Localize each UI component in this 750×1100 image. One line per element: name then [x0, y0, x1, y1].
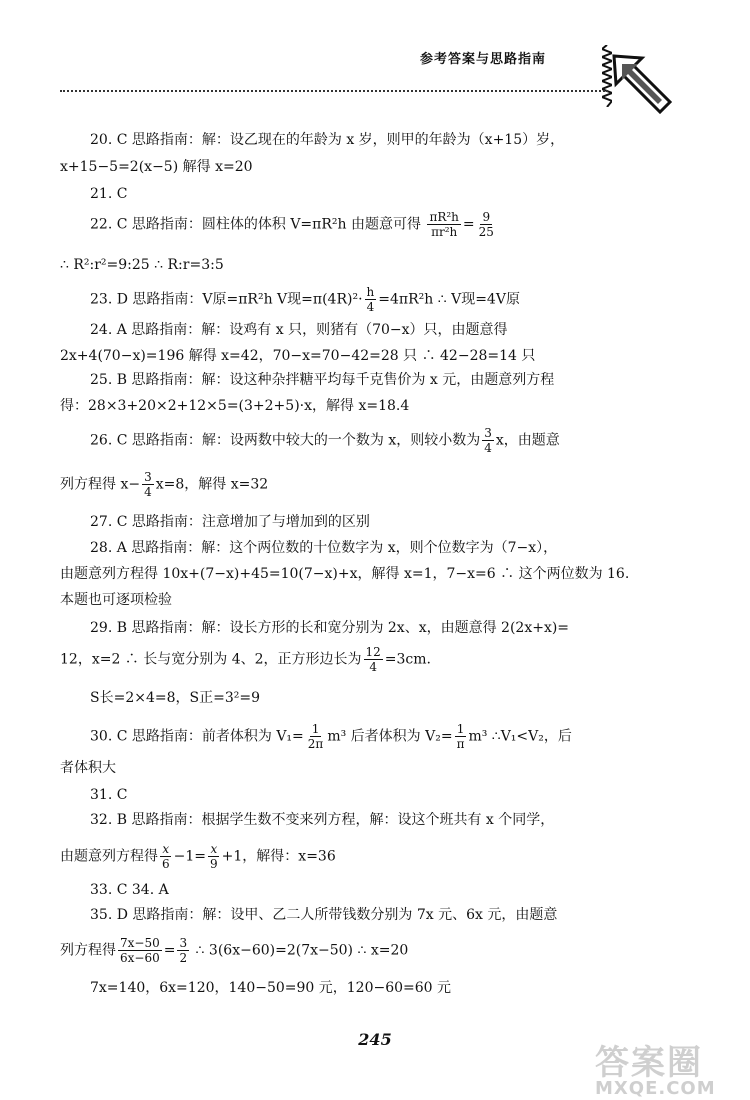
denominator: 4 [484, 441, 492, 455]
numerator: 3 [144, 470, 152, 484]
answer-29-line2 [60, 645, 431, 674]
fraction [177, 936, 189, 965]
page-number: 245 [358, 1030, 392, 1049]
fraction [455, 722, 467, 751]
answer-30-text: 30. C 思路指南：前者体积为 V₁= [90, 728, 304, 745]
answer-27: 27. C 思路指南：注意增加了与增加到的区别 [90, 514, 370, 530]
answer-26-line1 [60, 426, 560, 455]
answer-30-text-mid: m³ 后者体积为 V₂= [327, 728, 453, 745]
answer-29-line1: 29. B 思路指南：解：设长方形的长和宽分别为 2x、x，由题意得 2(2x+x)= [90, 620, 570, 636]
answer-26-line2-text: 列方程得 x− [60, 476, 141, 493]
answer-28-line1: 28. A 思路指南：解：这个两位数的十位数字为 x，则个位数字为（7−x）， [90, 540, 558, 556]
denominator: 6 [162, 857, 170, 871]
answer-31: 31. C [90, 787, 128, 803]
header-divider [60, 90, 608, 92]
answer-25-line2: 得：28×3+20×2+12×5=(3+2+5)·x，解得 x=18.4 [60, 398, 410, 414]
answer-21: 21. C [90, 186, 128, 202]
fraction [364, 645, 383, 674]
numerator: 1 [456, 722, 465, 736]
answer-32-line2-end: +1，解得：x=36 [221, 848, 336, 865]
denominator: 4 [144, 485, 152, 499]
answer-26-text: 26. C 思路指南：解：设两数中较大的一个数为 x，则较小数为 [90, 432, 481, 449]
denominator: 4 [369, 660, 377, 674]
answer-24-line1: 24. A 思路指南：解：设鸡有 x 只，则猪有（70−x）只，由题意得 [90, 322, 508, 338]
zigzag-border-icon [602, 45, 612, 107]
answer-28-line2: 由题意列方程得 10x+(7−x)+45=10(7−x)+x，解得 x=1，7−x=6 ∴ 这个两位数为 16. [60, 566, 630, 582]
numerator: 9 [482, 210, 491, 224]
answer-22-line1 [60, 210, 498, 239]
denominator: 25 [478, 225, 494, 239]
numerator: h [366, 285, 375, 299]
answer-29-line3: S长=2×4=8，S正=3²=9 [90, 690, 260, 706]
answer-35-line2-text: 列方程得 [60, 942, 116, 959]
answer-22-line2: ∴ R²:r²=9:25 ∴ R:r=3:5 [60, 257, 224, 273]
answer-35-line2-end: ∴ 3(6x−60)=2(7x−50) ∴ x=20 [191, 942, 409, 959]
numerator: x [210, 842, 218, 856]
answer-24-line2: 2x+4(70−x)=196 解得 x=42，70−x=70−42=28 只 ∴ 42−28=14 只 [60, 348, 536, 364]
answer-32-line2-text: 由题意列方程得 [60, 848, 158, 865]
answer-23-text-end: =4πR²h ∴ V现=4V原 [378, 291, 520, 308]
equals: = [163, 942, 176, 959]
answer-26-text-end: x，由题意 [495, 432, 560, 449]
numerator: 12 [365, 645, 381, 659]
denominator: 2π [307, 737, 324, 751]
numerator: 3 [484, 426, 492, 440]
fraction [477, 210, 496, 239]
fraction [306, 722, 326, 751]
answer-23-text: 23. D 思路指南：V原=πR²h V现=π(4R)²· [90, 291, 363, 308]
watermark [595, 1035, 716, 1099]
answer-29-line2-text: 12，x=2 ∴ 长与宽分别为 4、2，正方形边长为 [60, 651, 362, 668]
answer-20-line1: 20. C 思路指南：解：设乙现在的年龄为 x 岁，则甲的年龄为（x+15）岁， [90, 132, 565, 148]
fraction [142, 470, 154, 499]
fraction [208, 842, 220, 871]
numerator: 1 [311, 722, 320, 736]
answer-26-line2-end: x=8，解得 x=32 [155, 476, 269, 493]
fraction [482, 426, 494, 455]
answer-20-line2: x+15−5=2(x−5) 解得 x=20 [60, 159, 253, 175]
answer-25-line1: 25. B 思路指南：解：设这种杂拌糖平均每千克售价为 x 元，由题意列方程 [90, 372, 555, 388]
fraction [160, 842, 172, 871]
answer-30-text-end: m³ ∴V₁<V₂，后 [468, 728, 572, 745]
numerator: x [162, 842, 170, 856]
numerator: πR²h [429, 210, 459, 224]
header-title: 参考答案与思路指南 [420, 52, 547, 67]
answer-23 [60, 285, 520, 314]
numerator: 3 [179, 936, 188, 950]
answer-32-line2-mid: −1= [173, 848, 207, 865]
watermark-url: MXQE.COM [595, 1078, 716, 1099]
watermark-text: 答案圈 [595, 1043, 703, 1083]
denominator: 4 [366, 300, 375, 314]
answer-26-line2 [60, 470, 268, 499]
answer-30-line1 [60, 722, 572, 751]
fraction [118, 936, 162, 965]
denominator: 6x−60 [120, 951, 160, 965]
answer-35-line3: 7x=140，6x=120，140−50=90 元，120−60=60 元 [90, 980, 452, 996]
answer-35-line1: 35. D 思路指南：解：设甲、乙二人所带钱数分别为 7x 元、6x 元，由题意 [90, 907, 558, 923]
answer-33-34: 33. C 34. A [90, 882, 169, 898]
answer-28-line3: 本题也可逐项检验 [60, 592, 172, 608]
denominator: πr²h [431, 225, 458, 239]
numerator: 7x−50 [120, 936, 160, 950]
answer-22-text: 22. C 思路指南：圆柱体的体积 V=πR²h 由题意可得 [90, 216, 421, 233]
denominator: π [456, 737, 465, 751]
answer-32-line1: 32. B 思路指南：根据学生数不变来列方程，解：设这个班共有 x 个同学， [90, 812, 555, 828]
answer-29-line2-end: =3cm. [384, 651, 432, 668]
arrow-icon [612, 54, 672, 114]
answer-32-line2 [60, 842, 336, 871]
denominator: 2 [179, 951, 188, 965]
answer-35-line2 [60, 936, 408, 965]
denominator: 9 [210, 857, 218, 871]
fraction [427, 210, 460, 239]
equals: = [462, 216, 475, 233]
answer-30-line2: 者体积大 [60, 760, 116, 776]
fraction [365, 285, 377, 314]
